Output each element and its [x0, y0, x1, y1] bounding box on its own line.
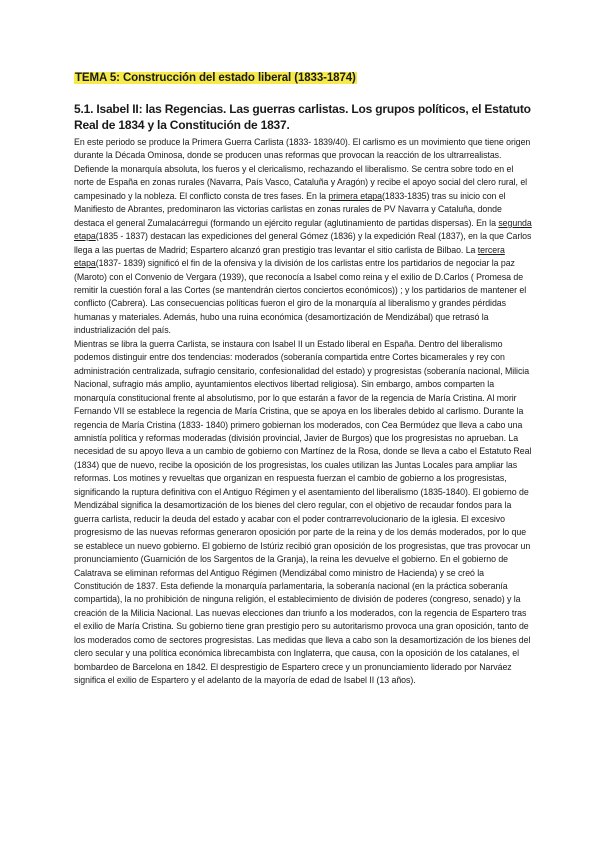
page-title	[74, 72, 357, 84]
underlined-phase-3: tercera etapa	[74, 244, 505, 269]
underlined-phase-2: segunda etapa	[74, 217, 532, 242]
text-span: (1837- 1839) significó el fin de la ofensiva y la división de los carlistas entre los partidarios de negociar la paz (Maroto) con el Convenio de Vergara (1939), que reconocía a Isabel como reina y el exilio de D.Carlos ( Promesa de remitir la cuestión foral a las Cortes (se mantendrán ciertos conciertos económicos)) ; y los partidarios de mantener el conflicto (Cabrera). Las consecuencias políticas fueron el giro de la monarquía al liberalismo y grandes pérdidas humanas y materiales. Además, hubo una ruina económica (desamortización de Mendizábal) que retrasó la industrialización del país.	[74, 258, 527, 336]
text-span: En este periodo se produce la Primera Guerra Carlista (1833- 1839/40). El carlismo es un movimiento que tiene origen durante la Década Ominosa, donde se producen unas reformas que provocan la reacción de los ultrarrealistas. Defiende la monarquía absoluta, los fueros y el clericalismo, rechazando el liberalismo. Se centra sobre todo en el norte de España en zonas rurales (Navarra, País Vasco, Cataluña y Aragón) y recibe el apoyo social del clero rural, el campesinado y la nobleza. El conflicto consta de tres fases. En la	[74, 137, 531, 201]
underlined-phase-1: primera etapa	[328, 190, 382, 201]
paragraph-liberal-state: Mientras se libra la guerra Carlista, se instaura con Isabel II un Estado liberal en España. Dentro del liberalismo podemos distinguir entre dos tendencias: moderados (soberanía compartida entre Cortes bicamerales y rey con administración centralizada, sufragio censitario, confesionalidad del estado) y progresistas (soberanía nacional, Milicia Nacional, sufragio más amplio, ayuntamientos electivos libertad religiosa). Sin embargo, ambos comparten la monarquía constitucional frente al absolutismo, por lo que estarán a favor de la regencia de María Cristina. Al morir Fernando VII se establece la regencia de María Cristina, que se apoya en los liberales debido al carlismo. Durante la regencia de María Cristina (1833- 1840) primero gobiernan los moderados, con Cea Bermúdez que lleva a cabo una amnistía política y reformas moderadas (división provincial, Javier de Burgos) que los progresistas no aprueban. La necesidad de su apoyo lleva a un cambio de gobierno con Martínez de la Rosa, donde se lleva a cabo el Estatuto Real (1834) que de nuevo, recibe la oposición de los progresistas, los cuales utilizan las Juntas Locales para ampliar las reformas. Los motines y revueltas que organizan en respuesta fuerzan el cambio de gobierno a los progresistas, significando la ruptura definitiva con el Antiguo Régimen y el asentamiento del liberalismo (1835-1840). El gobierno de Mendizábal significa la desamortización de los bienes del clero regular, con el objetivo de recaudar fondos para la guerra carlista, reducir la deuda del estado y acabar con el poder contrarrevolucionario de la iglesia. El excesivo progresismo de las nuevas reformas generaron oposición por parte de la reina y de los demás moderados, por lo que se establece un nuevo gobierno. El gobierno de Istúriz recibió gran oposición de los progresistas, que tras provocar un pronunciamiento (Guarnición de los Sargentos de la Granja), la reina les devuelve el gobierno. En el gobierno de Calatrava se eliminan reformas del Antiguo Régimen (Mendizábal como ministro de Hacienda) y se creó la Constitución de 1837. Esta defiende la monarquía parlamentaria, la soberanía nacional (en la práctica soberanía compartida), la no prohibición de ninguna religión, el establecimiento de división de poderes (congreso, senado) y la creación de la Milicia Nacional. Las nuevas elecciones dan triunfo a los moderados, con la regencia de Espartero tras el exilio de María Cristina. Su gobierno tiene gran prestigio pero su autoritarismo provoca una gran oposición, tanto de los moderados como de sectores progresistas. Las medidas que lleva a cabo son la desamortización de los bienes del clero secular y una política económica librecambista con Inglaterra, que causa, con la oposición de los catalanes, el bombardeo de Barcelona en 1842. El desprestigio de Espartero crece y un pronunciamiento liderado por Narváez significa el exilio de Espartero y el adelanto de la mayoría de edad de Isabel II (13 años).	[74, 338, 532, 686]
body-text	[74, 136, 534, 688]
text-span: (1835 - 1837) destacan las expediciones del general Gómez (1836) y la expedición Real (1837), en la que Carlos llega a las puertas de Madrid; Espartero alcanzó gran prestigio tras levantar el sitio carlista de Bilbao. La	[74, 231, 532, 255]
highlighted-title: TEMA 5: Construcción del estado liberal (1833-1874)	[75, 72, 356, 84]
text-span: (1833-1835) tras su inicio con el Manifiesto de Abrantes, predominaron las victorias carlistas en zonas rurales de PV Navarra y Cataluña, donde destaca el general Zumalacárregui (formando un ejército regular (aglutinamiento de partidas dispersas). En la	[74, 190, 506, 228]
paragraph-carlist-war	[74, 136, 534, 338]
section-heading: 5.1. Isabel II: las Regencias. Las guerras carlistas. Los grupos políticos, el Estatuto Real de 1834 y la Constitución de 1837.	[74, 102, 531, 132]
